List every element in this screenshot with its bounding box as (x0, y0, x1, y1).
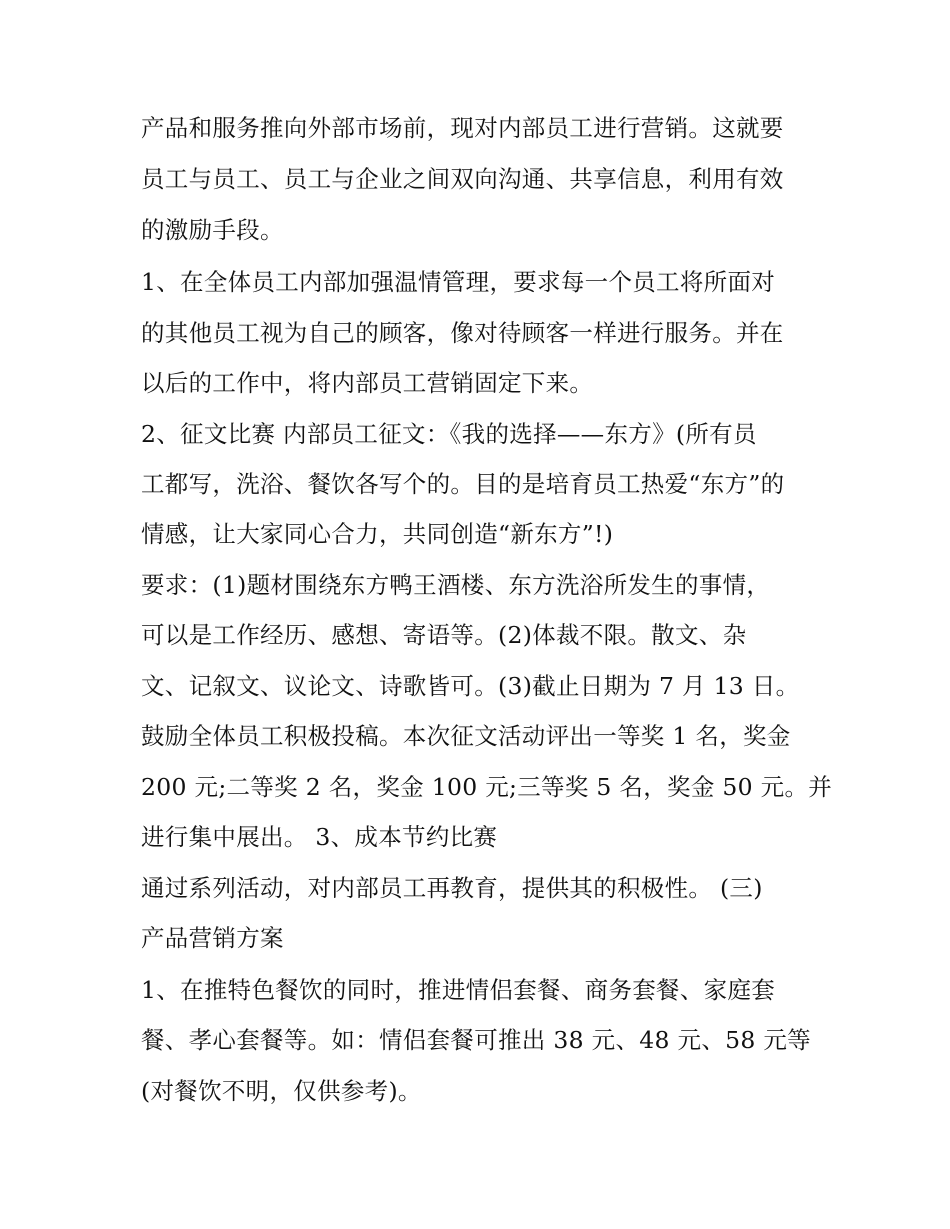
text-line-2: 员工与员工、员工与企业之间双向沟通、共享信息，利用有效 (141, 165, 784, 193)
text-line-18: 1、在推特色餐饮的同时，推进情侣套餐、商务套餐、家庭套 (141, 976, 776, 1004)
text-line-8: 工都写，洗浴、餐饮各写个的。目的是培育员工热爱“东方”的 (141, 470, 785, 498)
text-line-20: (对餐饮不明，仅供参考)。 (141, 1077, 422, 1105)
text-line-7: 2、征文比赛 内部员工征文：《我的选择——东方》(所有员 (141, 420, 757, 448)
text-line-6: 以后的工作中，将内部员工营销固定下来。 (141, 369, 594, 397)
text-line-17: 产品营销方案 (141, 924, 284, 952)
text-line-9: 情感，让大家同心合力，共同创造“新东方”!) (141, 520, 614, 548)
text-line-5: 的其他员工视为自己的顾客，像对待顾客一样进行服务。并在 (141, 319, 784, 347)
text-line-3: 的激励手段。 (141, 216, 284, 244)
text-line-1: 产品和服务推向外部市场前，现对内部员工进行营销。这就要 (141, 114, 784, 142)
text-line-14: 200 元;二等奖 2 名，奖金 100 元;三等奖 5 名，奖金 50 元。并 (141, 773, 833, 801)
text-line-12: 文、记叙文、议论文、诗歌皆可。(3)截止日期为 7 月 13 日。 (141, 672, 800, 700)
text-line-16: 通过系列活动，对内部员工再教育，提供其的积极性。 (三) (141, 874, 763, 902)
text-line-4: 1、在全体员工内部加强温情管理，要求每一个员工将所面对 (141, 268, 776, 296)
text-line-15: 进行集中展出。 3、成本节约比赛 (141, 823, 498, 851)
text-line-11: 可以是工作经历、感想、寄语等。(2)体裁不限。散文、杂 (141, 621, 747, 649)
text-line-13: 鼓励全体员工积极投稿。本次征文活动评出一等奖 1 名，奖金 (141, 722, 791, 750)
text-line-10: 要求：(1)题材围绕东方鸭王酒楼、东方洗浴所发生的事情， (141, 571, 771, 599)
text-line-19: 餐、孝心套餐等。如：情侣套餐可推出 38 元、48 元、58 元等 (141, 1026, 811, 1054)
